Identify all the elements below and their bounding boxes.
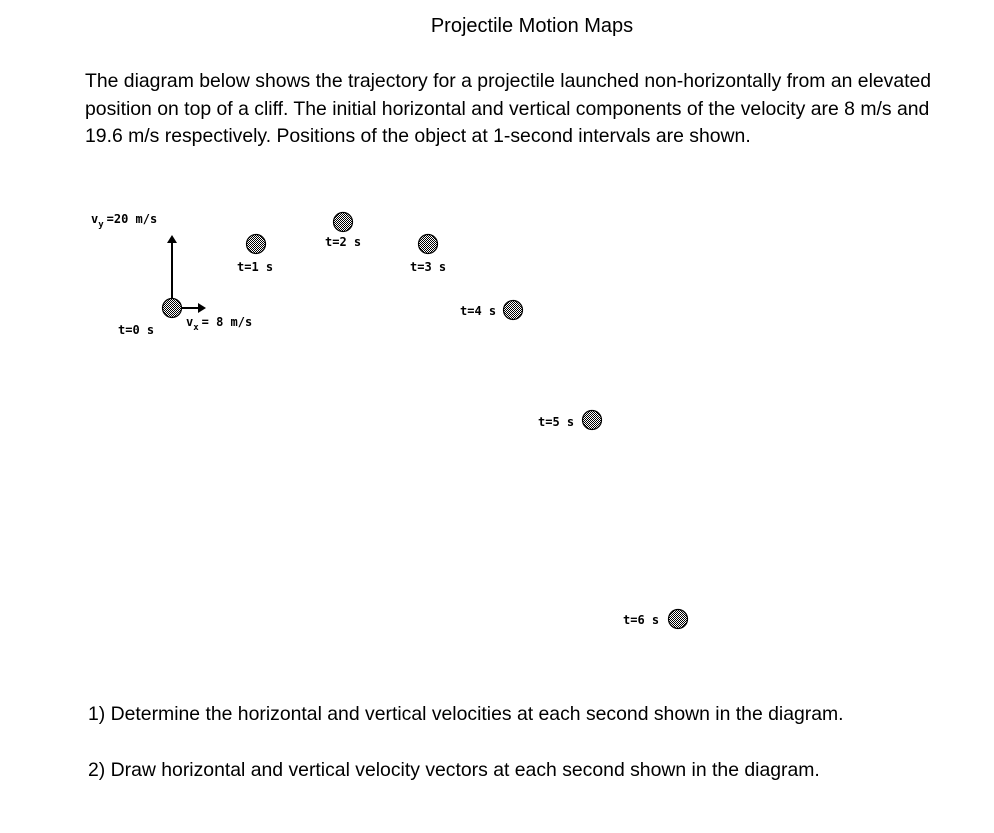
vx-label xyxy=(186,315,252,333)
label-t5: t=5 s xyxy=(538,415,575,429)
vx-arrowhead xyxy=(198,303,206,313)
label-t3: t=3 s xyxy=(410,260,447,274)
vy-label xyxy=(91,212,157,230)
vy-value: =20 m/s xyxy=(106,212,158,226)
vy-subscript: y xyxy=(98,220,104,230)
label-t0: t=0 s xyxy=(118,323,155,337)
vy-symbol: v xyxy=(91,212,99,226)
ball-t5 xyxy=(583,411,602,430)
label-t4: t=4 s xyxy=(460,304,497,318)
vx-subscript: x xyxy=(193,323,199,333)
page-title: Projectile Motion Maps xyxy=(430,15,634,37)
label-t6: t=6 s xyxy=(623,613,660,627)
vx-symbol: v xyxy=(186,315,194,329)
ball-t2 xyxy=(334,213,353,232)
ball-t3 xyxy=(419,235,438,254)
label-t1: t=1 s xyxy=(237,260,274,274)
vx-value: = 8 m/s xyxy=(201,315,253,329)
vy-arrowhead xyxy=(167,235,177,243)
ball-t0 xyxy=(163,299,182,318)
question-2: 2) Draw horizontal and vertical velocity vectors at each second shown in the diagram. xyxy=(88,759,820,781)
ball-t4 xyxy=(504,301,523,320)
label-t2: t=2 s xyxy=(325,235,362,249)
question-1: 1) Determine the horizontal and vertical velocities at each second shown in the diagram. xyxy=(88,703,844,725)
ball-t1 xyxy=(247,235,266,254)
intro-paragraph: The diagram below shows the trajectory for a projectile launched non-horizontally from an elevated position on top of a cliff. The initial horizontal and vertical components of the velocity are 8 m/s and 19.6 m/s respectively. Positions of the object at 1-second intervals are shown. xyxy=(85,70,932,147)
ball-t6 xyxy=(669,610,688,629)
